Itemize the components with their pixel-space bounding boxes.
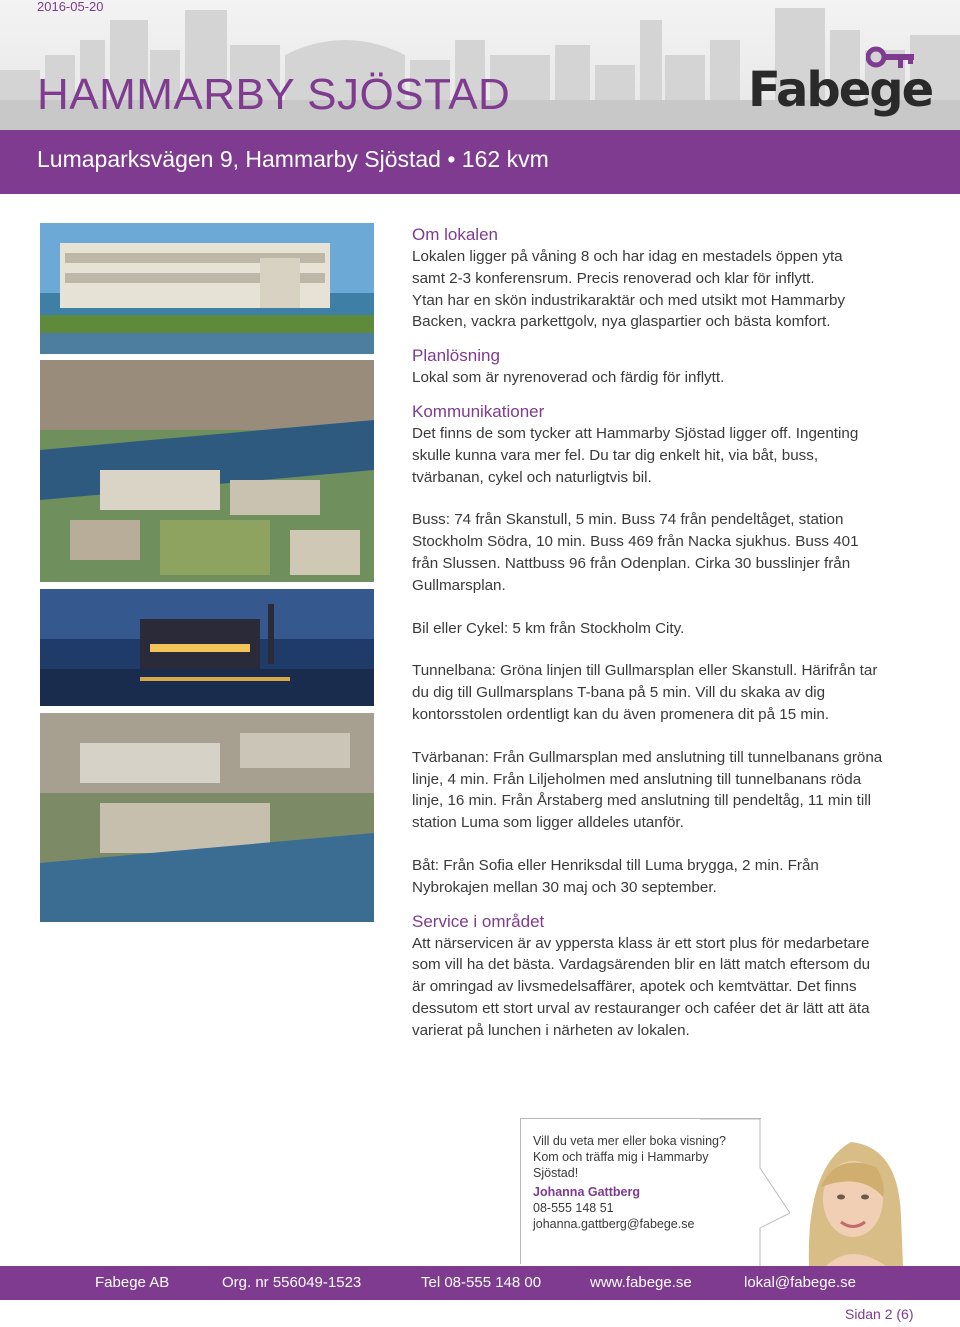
photo-aerial-overview [40, 713, 374, 922]
contact-phone: 08-555 148 51 [533, 1201, 614, 1215]
heading-kommunikationer: Kommunikationer [412, 401, 545, 421]
kommunikationer-bat: Båt: Från Sofia eller Henriksdal till Luma brygga, 2 min. Från Nybrokajen mellan 30 maj och 30 september. [412, 856, 819, 896]
heading-planlosning: Planlösning [412, 346, 500, 366]
content-column [412, 224, 922, 1042]
address-subtitle: Lumaparksvägen 9, Hammarby Sjöstad • 162 kvm [37, 146, 549, 172]
heading-om-lokalen: Om lokalen [412, 225, 498, 244]
fabege-logo [748, 42, 933, 124]
planlosning-text: Lokal som är nyrenoverad och färdig för inflytt. [412, 369, 725, 387]
footer-company: Fabege AB [95, 1274, 170, 1291]
kommunikationer-buss: Buss: 74 från Skanstull, 5 min. Buss 74 från pendeltåget, station Stockholm Södra, 10 min. Buss 469 från Nacka sjukhus. Buss 401 från Slussen. Nattbuss 96 från Odenplan. Cirka 30 busslinjer från Gullmarsplan. [412, 511, 859, 594]
service-text: Att närservicen är av yppersta klass är ett stort plus för medarbetare som vill ha det bästa. Vardagsärenden blir en lätt match eftersom du är omringad av livsmedelsaffärer, apotek och kemtvättar. Det finns dessutom ett stort urval av restauranger och caféer det är lätt att äta varierat på lunchen i närheten av lokalen. [412, 934, 871, 1039]
footer-website-link[interactable]: www.fabege.se [590, 1274, 692, 1291]
footer-email-link[interactable]: lokal@fabege.se [744, 1274, 856, 1291]
contact-portrait [791, 1127, 913, 1266]
contact-details: Vill du veta mer eller boka visning? Kom och träffa mig i Hammarby Sjöstad! Johanna Gattberg 08-555 148 51 johanna.gattberg@fabege.se [533, 1133, 753, 1232]
contact-email[interactable]: johanna.gattberg@fabege.se [533, 1217, 695, 1231]
kommunikationer-tunnelbana: Tunnelbana: Gröna linjen till Gullmarsplan eller Skanstull. Härifrån tar du dig till Gullmarsplans T-bana på 5 min. Vill du skaka av dig kontorsstolen ordentligt kan du även promenera dit på 15 min. [412, 662, 878, 723]
photo-waterfront-building [40, 223, 374, 354]
footer-org-number: Org. nr 556049-1523 [222, 1274, 362, 1291]
photo-aerial-district [40, 360, 374, 582]
footer-phone: Tel 08-555 148 00 [421, 1274, 542, 1291]
speech-pointer [700, 1118, 790, 1266]
page-footer [0, 1266, 960, 1300]
kommunikationer-tvarbanan: Tvärbanan: Från Gullmarsplan med anslutning till tunnelbanans gröna linje, 4 min. Från Liljeholmen med anslutning till tunnelbanans röda linje, 16 min. Från Årstaberg med anslutning till pendeltåg, 11 min till station Luma som ligger alldeles utanför. [412, 748, 883, 832]
om-lokalen-text: Lokalen ligger på våning 8 och har idag en mestadels öppen yta samt 2-3 konferensrum. Precis renoverad och klar för inflytt. Ytan har en skön industrikaraktär och med utsikt mot Hammarby Backen, vackra parkettgolv, nya glaspartier och bästa komfort. [412, 248, 846, 331]
page-header [0, 0, 960, 130]
heading-service: Service i området [412, 911, 545, 931]
logo-wordmark: Fabege [748, 62, 933, 118]
contact-name: Johanna Gattberg [533, 1185, 640, 1199]
kommunikationer-bil: Bil eller Cykel: 5 km från Stockholm City. [412, 619, 685, 637]
page-number: Sidan 2 (6) [845, 1306, 914, 1322]
page-title: HAMMARBY SJÖSTAD [37, 70, 511, 119]
document-date: 2016-05-20 [37, 0, 104, 14]
kommunikationer-intro: Det finns de som tycker att Hammarby Sjöstad ligger off. Ingenting skulle kunna vara mer fel. Du tar dig enkelt hit, via båt, buss, tvärbanan, cykel och naturligtvis bil. [412, 424, 859, 486]
photo-night-view [40, 589, 374, 706]
